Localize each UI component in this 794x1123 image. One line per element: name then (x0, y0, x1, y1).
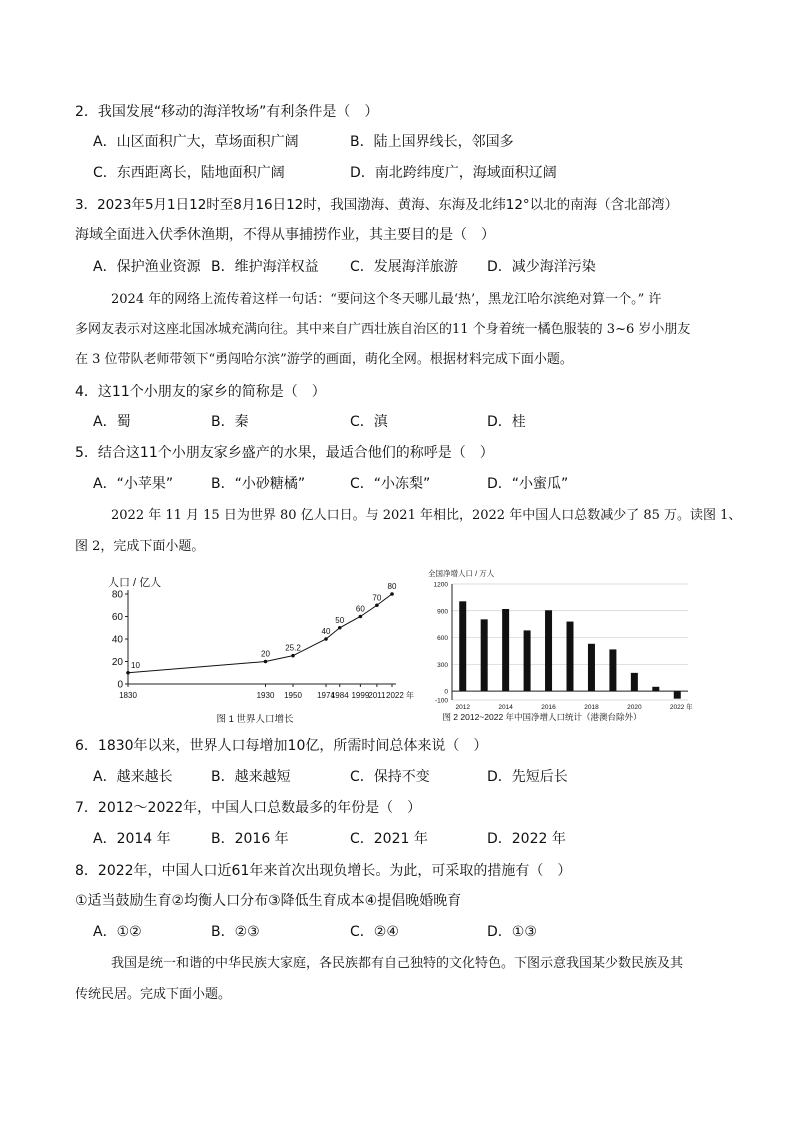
q5-stem: 5．结合这11个小朋友家乡盛产的水果，最适合他们的称呼是（ ） (75, 445, 494, 461)
q4-option-a[interactable]: A．蜀 (93, 414, 131, 430)
q2-option-b[interactable]: B．陆上国界线长，邻国多 (350, 134, 514, 150)
fig1-data-label: 20 (261, 649, 270, 659)
q7-option-c[interactable]: C．2021 年 (350, 831, 428, 847)
fig1-x-tick-label: 1950 (284, 691, 302, 700)
fig1-ylabel: 人口 / 亿人 (108, 577, 162, 589)
fig2-x-tick-label: 2012 (455, 704, 470, 711)
fig2-x-tick-label: 2014 (498, 704, 513, 711)
fig1-data-label: 80 (387, 582, 397, 591)
fig1-data-label: 10 (131, 660, 140, 670)
fig2-bar-2015 (524, 630, 531, 691)
q4-option-b[interactable]: B．秦 (211, 414, 249, 430)
q2-option-a[interactable]: A．山区面积广大，草场面积广阔 (93, 134, 299, 150)
fig2-bar-2013 (481, 619, 488, 691)
q5-option-c[interactable]: C．“小冻梨” (350, 476, 431, 492)
fig2-bar-2014 (502, 609, 509, 691)
fig2-x-tick-label: 2018 (584, 704, 599, 711)
q4-option-d[interactable]: D．桂 (487, 414, 526, 430)
fig2-ylabel: 全国净增人口 / 万人 (428, 569, 495, 578)
fig1-data-label: 50 (335, 615, 345, 625)
fig2-bar-2019 (609, 649, 616, 691)
q8-option-d[interactable]: D．①③ (487, 924, 537, 940)
fig1-y-tick-label: 60 (111, 612, 123, 623)
q6-option-d[interactable]: D．先短后长 (487, 769, 568, 785)
q3-option-d[interactable]: D．减少海洋污染 (487, 259, 596, 275)
q7-option-d[interactable]: D．2022 年 (487, 831, 566, 847)
q7-option-b[interactable]: B．2016 年 (211, 831, 289, 847)
fig1-x-tick-label: 1830 (119, 691, 137, 700)
figure1-world-population-chart (100, 570, 420, 730)
fig1-y-tick-label: 40 (111, 634, 123, 646)
fig2-y-tick-label: -100 (434, 697, 448, 705)
q3-option-a[interactable]: A．保护渔业资源 (93, 259, 201, 275)
fig2-caption: 图 2 2012~2022 年中国净增人口统计（港澳台除外） (442, 712, 642, 722)
q3-option-b[interactable]: B．维护海洋权益 (211, 259, 319, 275)
fig1-data-point (126, 671, 130, 675)
q5-option-b[interactable]: B．“小砂糖橘” (211, 476, 306, 492)
fig2-x-tick-label: 2016 (541, 704, 556, 711)
q5-option-d[interactable]: D．“小蜜瓜” (487, 476, 569, 492)
q4-option-c[interactable]: C．滇 (350, 414, 388, 430)
q8-option-a[interactable]: A．①② (93, 924, 142, 940)
q6-option-c[interactable]: C．保持不变 (350, 769, 430, 785)
fig2-y-tick-label: 600 (437, 635, 448, 643)
figure2-china-net-increase-chart (420, 566, 700, 731)
q2-option-c[interactable]: C．东西距离长，陆地面积广阔 (93, 165, 285, 181)
material1-line1: 2024 年的网络上流传着这样一句话：“要问这个冬天哪儿最‘热’，黑龙江哈尔滨绝对算一个。” 许 (111, 292, 662, 307)
material3-line2: 传统民居。完成下面小题。 (75, 987, 232, 1002)
material2-line1: 2022 年 11 月 15 日为世界 80 亿人口日。与 2021 年相比，2022 年中国人口总数减少了 85 万。读图 1、 (111, 508, 742, 523)
q8-stem: 8．2022年，中国人口近61年来首次出现负增长。为此，可采取的措施有（ ） (75, 863, 572, 879)
fig2-y-tick-label: 300 (437, 661, 448, 669)
fig2-y-tick-label: 0 (444, 688, 448, 696)
fig1-data-point (324, 637, 328, 641)
fig2-bar-2012 (459, 601, 466, 691)
fig1-x-tick-label: 1984 (330, 691, 349, 700)
fig1-x-tick-label: 2022 年 (386, 691, 415, 700)
q3-stem-line1: 3．2023年5月1日12时至8月16日12时，我国渤海、黄海、东海及北纬12°以北的南海（含北部湾） (75, 197, 679, 213)
q2-stem: 2．我国发展“移动的海洋牧场”有利条件是（ ） (75, 104, 379, 120)
fig2-bar-2022 (674, 691, 681, 699)
fig1-x-tick-label: 1974 (317, 691, 335, 700)
fig1-y-tick-label: 0 (117, 679, 123, 691)
q6-stem: 6．1830年以来，世界人口每增加10亿，所需时间总体来说（ ） (75, 738, 488, 754)
fig1-caption: 图 1 世界人口增长 (216, 714, 294, 725)
fig1-data-point (264, 660, 268, 664)
material1-line3: 在 3 位带队老师带领下“勇闯哈尔滨”游学的画面，萌化全网。根据材料完成下面小题。 (75, 352, 573, 367)
fig1-data-point (359, 615, 363, 619)
fig1-data-label: 25.2 (285, 643, 301, 653)
fig1-data-label: 40 (321, 627, 331, 636)
fig1-y-tick-label: 20 (111, 657, 123, 668)
fig2-y-tick-label: 900 (437, 608, 448, 616)
fig2-y-tick-label: 1200 (433, 581, 448, 589)
fig1-x-tick-label: 2011 (368, 691, 386, 700)
q6-option-b[interactable]: B．越来越短 (211, 769, 291, 785)
fig2-bar-2021 (652, 687, 659, 691)
fig1-data-point (375, 603, 379, 607)
material1-line2: 多网友表示对这座北国冰城充满向往。其中来自广西壮族自治区的11 个身着统一橘色服装的 3~6 岁小朋友 (75, 322, 691, 337)
fig2-bar-2017 (567, 622, 574, 692)
fig1-series-line (128, 594, 392, 673)
fig1-x-tick-label: 1999 (351, 691, 370, 700)
fig2-bar-2020 (631, 673, 638, 691)
fig2-bar-2016 (545, 610, 552, 691)
fig1-x-tick-label: 1930 (256, 691, 275, 700)
material3-line1: 我国是统一和谐的中华民族大家庭，各民族都有自己独特的文化特色。下图示意我国某少数民族及其 (111, 956, 684, 971)
q7-stem: 7．2012～2022年，中国人口总数最多的年份是（ ） (75, 800, 422, 816)
q3-stem-line2: 海域全面进入伏季休渔期，不得从事捕捞作业，其主要目的是（ ） (75, 227, 495, 243)
fig2-bar-2018 (588, 644, 595, 691)
q5-option-a[interactable]: A．“小苹果” (93, 476, 174, 492)
fig1-y-tick-label: 80 (111, 589, 123, 601)
fig1-data-point (291, 654, 295, 658)
fig1-data-point (390, 592, 394, 596)
q7-option-a[interactable]: A．2014 年 (93, 831, 171, 847)
q2-option-d[interactable]: D．南北跨纬度广，海域面积辽阔 (350, 165, 557, 181)
fig1-data-label: 60 (355, 604, 365, 614)
fig1-data-point (338, 626, 342, 630)
q8-option-b[interactable]: B．②③ (211, 924, 260, 940)
fig2-x-tick-label: 2020 (627, 704, 642, 711)
q8-option-c[interactable]: C．②④ (350, 924, 399, 940)
fig2-x-tick-label: 2022 年 (669, 704, 693, 711)
q4-stem: 4．这11个小朋友的家乡的简称是（ ） (75, 384, 326, 400)
fig1-data-label: 70 (372, 593, 382, 603)
q3-option-c[interactable]: C．发展海洋旅游 (350, 259, 458, 275)
material2-line2: 图 2，完成下面小题。 (75, 539, 205, 554)
q6-option-a[interactable]: A．越来越长 (93, 769, 173, 785)
q8-measures: ①适当鼓励生育②均衡人口分布③降低生育成本④提倡晚婚晚育 (75, 893, 462, 909)
